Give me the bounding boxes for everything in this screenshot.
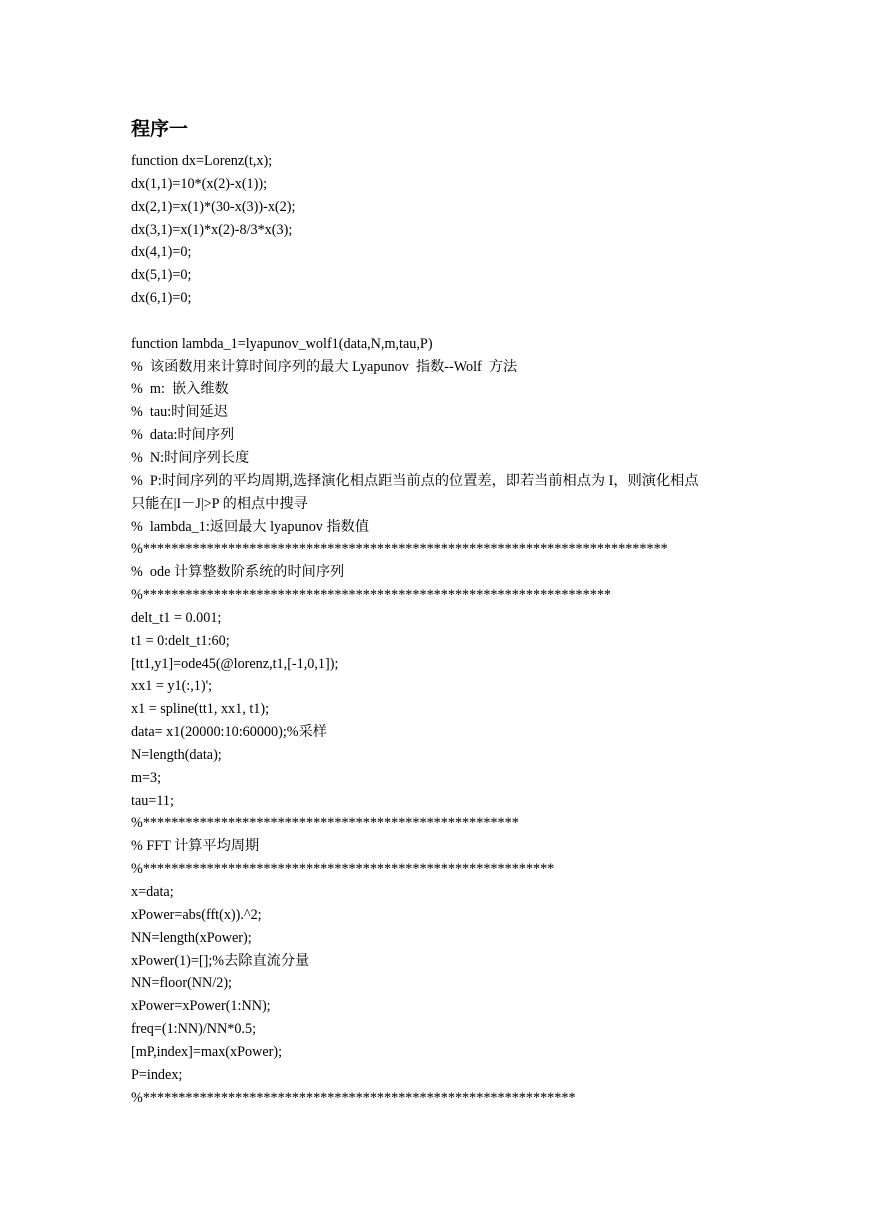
- code-line: %*************************************************************: [131, 1089, 576, 1106]
- code-line: % N:时间序列长度: [131, 449, 250, 466]
- code-line: xPower=abs(fft(x)).^2;: [131, 906, 262, 923]
- code-line: m=3;: [131, 769, 162, 786]
- code-line: dx(3,1)=x(1)*x(2)-8/3*x(3);: [131, 221, 293, 238]
- code-line: % data:时间序列: [131, 427, 235, 444]
- code-line: %**********************************************************: [131, 861, 555, 878]
- code-line: %******************************************************************: [131, 587, 612, 604]
- document-body: [131, 114, 751, 1109]
- code-line: %**************************************************************************: [131, 541, 668, 558]
- code-line: % 该函数用来计算时间序列的最大 Lyapunov 指数--Wolf 方法: [131, 358, 518, 375]
- code-line: dx(6,1)=0;: [131, 290, 192, 307]
- code-line: delt_t1 = 0.001;: [131, 609, 222, 626]
- code-line: dx(5,1)=0;: [131, 267, 192, 284]
- code-line: function lambda_1=lyapunov_wolf1(data,N,m,tau,P): [131, 335, 433, 352]
- code-line: dx(4,1)=0;: [131, 244, 192, 261]
- code-line: dx(1,1)=10*(x(2)-x(1));: [131, 175, 268, 192]
- code-line: tau=11;: [131, 792, 174, 809]
- code-line: t1 = 0:delt_t1:60;: [131, 632, 230, 649]
- code-line: % ode 计算整数阶系统的时间序列: [131, 564, 345, 581]
- code-listing: [131, 150, 751, 1109]
- code-line: NN=floor(NN/2);: [131, 975, 232, 992]
- code-line: % FFT 计算平均周期: [131, 838, 260, 855]
- code-line: x1 = spline(tt1, xx1, t1);: [131, 701, 270, 718]
- code-line: freq=(1:NN)/NN*0.5;: [131, 1021, 257, 1038]
- code-line: xPower=xPower(1:NN);: [131, 998, 271, 1015]
- code-line: [tt1,y1]=ode45(@lorenz,t1,[-1,0,1]);: [131, 655, 339, 672]
- code-line: dx(2,1)=x(1)*(30-x(3))-x(2);: [131, 198, 296, 215]
- code-line: function dx=Lorenz(t,x);: [131, 153, 273, 169]
- code-line: %*****************************************************: [131, 815, 519, 832]
- code-line: % P:时间序列的平均周期,选择演化相点距当前点的位置差，即若当前相点为 I，则演化相点: [131, 472, 699, 489]
- code-line: [131, 310, 751, 333]
- code-line: [mP,index]=max(xPower);: [131, 1043, 283, 1060]
- code-line: % tau:时间延迟: [131, 404, 228, 421]
- code-line: NN=length(xPower);: [131, 929, 252, 946]
- code-line: % m: 嵌入维数: [131, 381, 229, 398]
- code-line: % lambda_1:返回最大 lyapunov 指数值: [131, 518, 370, 535]
- code-line: xPower(1)=[];%去除直流分量: [131, 952, 310, 969]
- code-line: xx1 = y1(:,1)';: [131, 678, 213, 695]
- code-line: P=index;: [131, 1066, 183, 1083]
- code-line: data= x1(20000:10:60000);%采样: [131, 724, 327, 741]
- code-line: N=length(data);: [131, 746, 222, 763]
- code-line: x=data;: [131, 884, 174, 900]
- code-line: 只能在|I－J|>P 的相点中搜寻: [131, 495, 308, 512]
- section-heading: 程序一: [131, 118, 189, 140]
